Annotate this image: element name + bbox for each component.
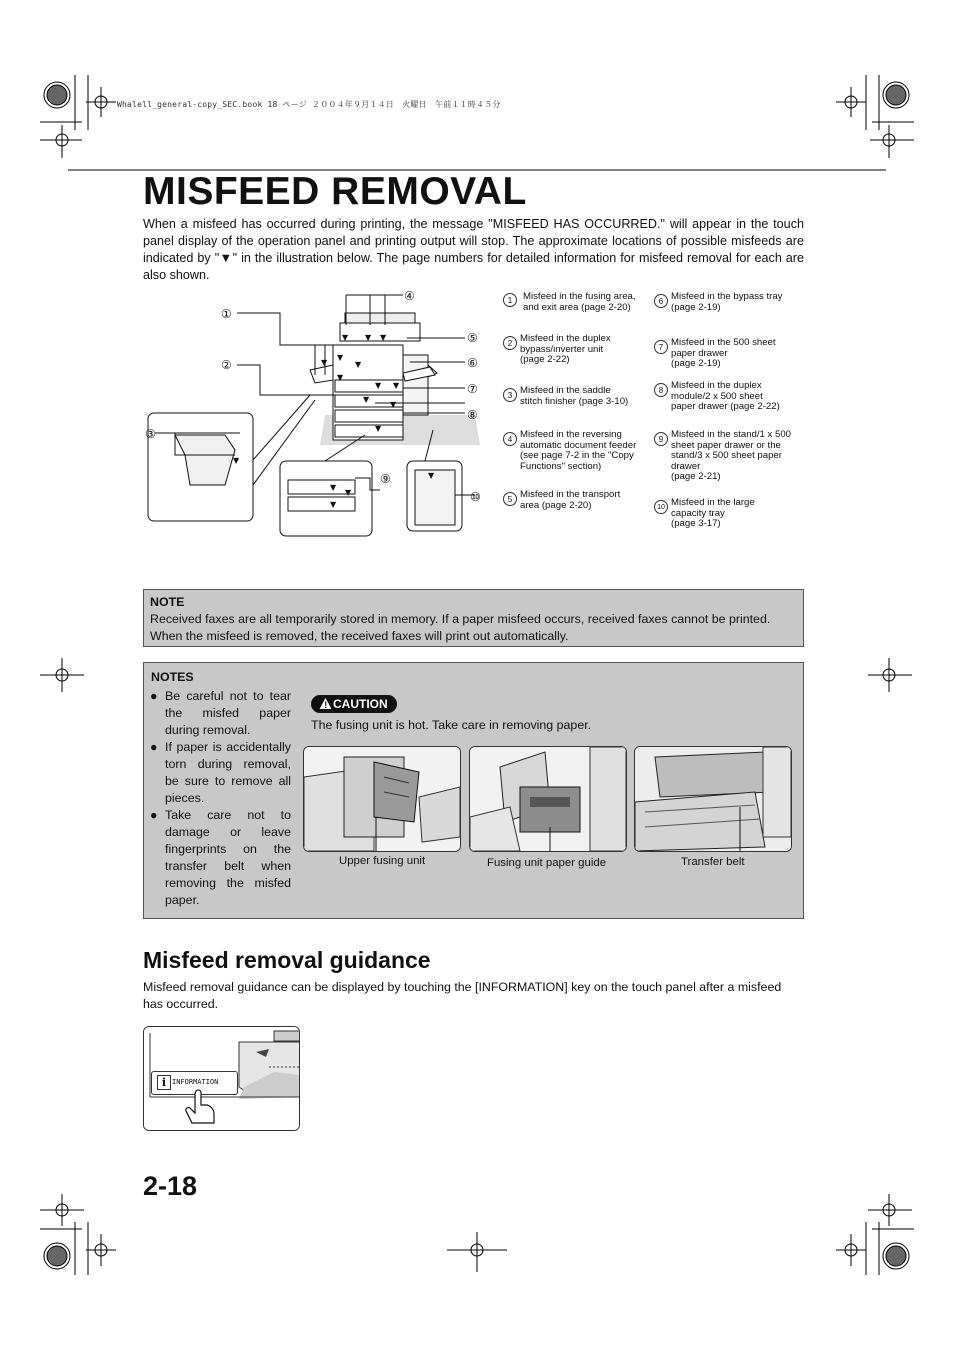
callout-4: ④ [404, 289, 415, 303]
bullet-icon: ● [150, 689, 158, 703]
photo-caption: Fusing unit paper guide [487, 857, 607, 869]
svg-text:▼: ▼ [393, 381, 400, 390]
note-text: Received faxes are all temporarily stored in memory. If a paper misfeed occurs, received faxes cannot be printed. When the misfeed is removed, the received faxes will print out automatically. [150, 612, 771, 643]
legend-text: Misfeed in the reversing automatic document feeder (see page 7-2 in the "Copy Functions" section) [520, 429, 637, 472]
callout-7: ⑦ [467, 382, 478, 396]
intro-text-part1: When a misfeed has occurred during printing, the message "MISFEED HAS OCCURRED." will appear in the touch panel display of the operation panel and printing output will stop. The approximate locations of possible misfeeds are indicated by " [143, 217, 804, 265]
page-number: 2-18 [143, 1171, 198, 1201]
svg-text:▼: ▼ [363, 395, 370, 404]
machine-illustration [145, 285, 495, 540]
callout-1: ① [221, 307, 232, 321]
misfeed-marker-icon: ▼ [219, 251, 233, 265]
bullet-icon: ● [150, 740, 158, 754]
svg-text:▼: ▼ [365, 333, 372, 342]
legend-number: 1 [503, 293, 517, 307]
callout-9: ⑨ [380, 472, 391, 486]
list-item [150, 739, 291, 807]
list-item-text: If paper is accidentally torn during removal, be sure to remove all pieces. [165, 740, 291, 805]
svg-text:!: ! [324, 700, 328, 710]
caution-badge [311, 695, 397, 713]
transfer-belt-photo [634, 746, 792, 852]
svg-text:▼: ▼ [330, 483, 337, 492]
bullet-icon: ● [150, 808, 158, 822]
svg-text:▼: ▼ [233, 456, 240, 465]
intro-paragraph [143, 216, 804, 284]
legend-text: Misfeed in the saddle stitch finisher (page 3-10) [520, 385, 629, 407]
svg-text:▼: ▼ [337, 353, 344, 362]
legend-text: Misfeed in the large capacity tray (page 3-17) [671, 497, 755, 529]
photo-caption: Upper fusing unit [339, 855, 426, 867]
svg-text:▼: ▼ [355, 360, 362, 369]
note-title: NOTE [150, 595, 185, 609]
svg-text:▼: ▼ [337, 373, 344, 382]
misfeed-legend [503, 291, 803, 551]
intro-text-part2: " in the illustration below. The page numbers for detailed information for misfeed removal for each are also shown. [143, 251, 805, 282]
fusing-unit-paper-guide-photo [469, 746, 627, 852]
warning-icon [319, 697, 332, 710]
notes-title: NOTES [151, 670, 194, 684]
svg-text:▼: ▼ [342, 333, 349, 342]
legend-number: 3 [503, 388, 517, 402]
callout-3: ③ [145, 427, 156, 441]
callout-6: ⑥ [467, 356, 478, 370]
info-icon: i [157, 1075, 171, 1090]
legend-number: 7 [654, 340, 668, 354]
list-item-text: Take care not to damage or leave fingerprints on the transfer belt when removing the misfed paper. [165, 808, 291, 907]
touch-panel-illustration [143, 1026, 300, 1131]
legend-text: Misfeed in the duplex bypass/inverter unit (page 2-22) [520, 333, 611, 365]
svg-text:▼: ▼ [330, 500, 337, 509]
legend-number: 6 [654, 294, 668, 308]
section-title: Misfeed removal guidance [143, 947, 431, 973]
note-box [143, 589, 804, 647]
svg-text:▼: ▼ [390, 400, 397, 409]
legend-text: Misfeed in the transport area (page 2-20) [520, 489, 621, 511]
legend-number: 2 [503, 336, 517, 350]
svg-text:▼: ▼ [375, 424, 382, 433]
legend-text: Misfeed in the 500 sheet paper drawer (page 2-19) [671, 337, 776, 369]
legend-text: Misfeed in the fusing area, and exit area (page 2-20) [523, 291, 636, 313]
callout-8: ⑧ [467, 408, 478, 422]
legend-number: 5 [503, 492, 517, 506]
callout-5: ⑤ [467, 331, 478, 345]
legend-text: Misfeed in the duplex module/2 x 500 sheet paper drawer (page 2-22) [671, 380, 780, 412]
pointing-hand-icon [184, 1089, 220, 1129]
page-title: MISFEED REMOVAL [143, 170, 527, 213]
photo-caption: Transfer belt [681, 856, 745, 868]
list-item-text: Be careful not to tear the misfed paper during removal. [165, 689, 291, 737]
legend-number: 8 [654, 383, 668, 397]
svg-text:▼: ▼ [380, 333, 387, 342]
upper-fusing-unit-photo [303, 746, 461, 852]
callout-10: ⑩ [470, 490, 481, 504]
svg-text:▼: ▼ [428, 471, 435, 480]
legend-number: 9 [654, 432, 668, 446]
legend-number: 10 [654, 500, 668, 514]
guidance-text: Misfeed removal guidance can be displayed by touching the [INFORMATION] key on the touch panel after a misfeed has occurred. [143, 980, 782, 1011]
information-key-label: INFORMATION [172, 1078, 219, 1086]
legend-number: 4 [503, 432, 517, 446]
file-info-header: Whalell_general-copy_SEC.book 18 ページ ２００４年９月１４日 火曜日 午前１１時４５分 [117, 100, 501, 109]
callout-2: ② [221, 358, 232, 372]
svg-text:▼: ▼ [321, 358, 328, 367]
legend-text: Misfeed in the stand/1 x 500 sheet paper drawer or the stand/3 x 500 sheet paper drawer (page 2-21) [671, 429, 791, 482]
list-item [150, 807, 291, 909]
caution-text: The fusing unit is hot. Take care in removing paper. [311, 718, 592, 732]
notes-box [143, 662, 804, 919]
caution-label: CAUTION [333, 697, 388, 711]
list-item [150, 688, 291, 739]
svg-text:▼: ▼ [375, 381, 382, 390]
svg-text:▼: ▼ [345, 488, 352, 497]
legend-text: Misfeed in the bypass tray (page 2-19) [671, 291, 783, 313]
notes-list [150, 688, 291, 909]
